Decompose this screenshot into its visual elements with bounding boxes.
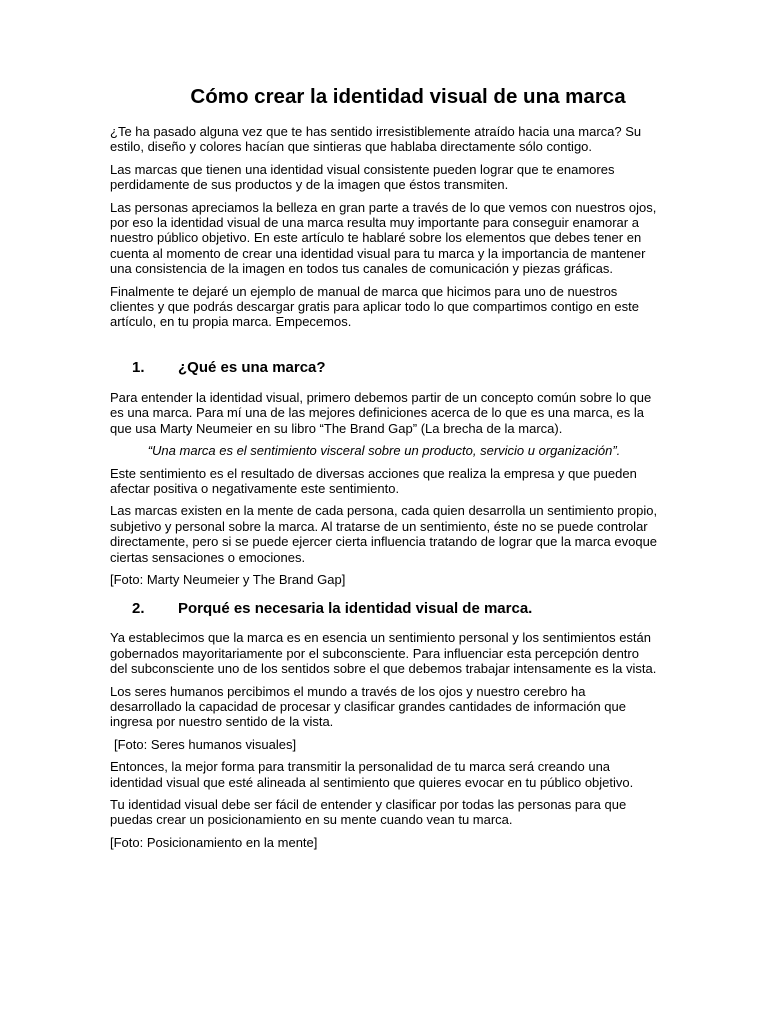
section-1-number: 1. xyxy=(132,358,145,376)
section-2-paragraph: Ya establecimos que la marca es en esencia un sentimiento personal y los sentimientos están gobernados mayoritariamente por el subconsciente. Para influenciar esta percepción dentro del subconsciente uno de los sentidos sobre el que debemos trabajar intensamente es la vista. xyxy=(110,630,657,677)
intro-paragraph: ¿Te ha pasado alguna vez que te has sentido irresistiblemente atraído hacia una marca? Su estilo, diseño y colores hacían que sintieras que hablaba directamente sólo contigo. xyxy=(110,124,642,155)
section-1-paragraph: Para entender la identidad visual, primero debemos partir de un concepto común sobre lo que es una marca. Para mí una de las mejores definiciones acerca de lo que es una marca, es la que usa Marty Neumeier en su libro “The Brand Gap” (La brecha de la marca). xyxy=(110,389,652,436)
section-2-number: 2. xyxy=(132,600,145,618)
intro-paragraph: Finalmente te dejaré un ejemplo de manual de marca que hicimos para uno de nuestros clientes y que podrás descargar gratis para aplicar todo lo que compartimos contigo en este artículo, en tu propia marca. Empecemos. xyxy=(110,283,639,330)
section-1-heading xyxy=(110,358,658,377)
document-page xyxy=(110,84,658,857)
photo-placeholder: [Foto: Posicionamiento en la mente] xyxy=(110,834,318,850)
intro-paragraph: Las personas apreciamos la belleza en gran parte a través de lo que vemos con nuestros ojos, por eso la identidad visual de una marca resulta muy importante para conseguir enamorar a nuestro público objetivo. En este artículo te hablaré sobre los elementos que debes tener en cuenta al momento de crear una identidad visual para tu marca y la importancia de mantener una consistencia de la imagen en todos tus canales de comunicación y piezas gráficas. xyxy=(110,199,657,277)
section-1-title: ¿Qué es una marca? xyxy=(178,358,326,376)
section-2-title: Porqué es necesaria la identidad visual de marca. xyxy=(178,600,533,618)
brand-definition-quote: “Una marca es el sentimiento visceral sobre un producto, servicio u organización”. xyxy=(147,443,621,459)
section-2-heading xyxy=(110,599,658,618)
page-title: Cómo crear la identidad visual de una marca xyxy=(190,85,626,108)
section-1-paragraph: Las marcas existen en la mente de cada persona, cada quien desarrolla un sentimiento propio, subjetivo y personal sobre la marca. Al tratarse de un sentimiento, éste no se puede controlar directamente, pero si se puede ejercer cierta influencia tratando de lograr que la marca evoque ciertas sensaciones o emociones. xyxy=(110,503,658,565)
section-2-paragraph: Los seres humanos percibimos el mundo a través de los ojos y nuestro cerebro ha desarrollado la capacidad de procesar y clasificar grandes cantidades de información que ingresa por nuestro sentido de la vista. xyxy=(110,683,626,730)
photo-placeholder: [Foto: Marty Neumeier y The Brand Gap] xyxy=(110,571,346,587)
intro-paragraph: Las marcas que tienen una identidad visual consistente pueden lograr que te enamores perdidamente de sus productos y de la imagen que éstos transmiten. xyxy=(110,161,615,193)
section-1-paragraph: Este sentimiento es el resultado de diversas acciones que realiza la empresa y que pueden afectar positiva o negativamente este sentimiento. xyxy=(110,465,637,496)
section-2-paragraph: Entonces, la mejor forma para transmitir la personalidad de tu marca será creando una identidad visual que esté alineada al sentimiento que quieres evocar en tu público objetivo. xyxy=(110,759,634,790)
photo-placeholder: [Foto: Seres humanos visuales] xyxy=(114,736,297,752)
section-2-paragraph: Tu identidad visual debe ser fácil de entender y clasificar por todas las personas para que puedas crear un posicionamiento en su mente cuando vean tu marca. xyxy=(110,797,627,828)
